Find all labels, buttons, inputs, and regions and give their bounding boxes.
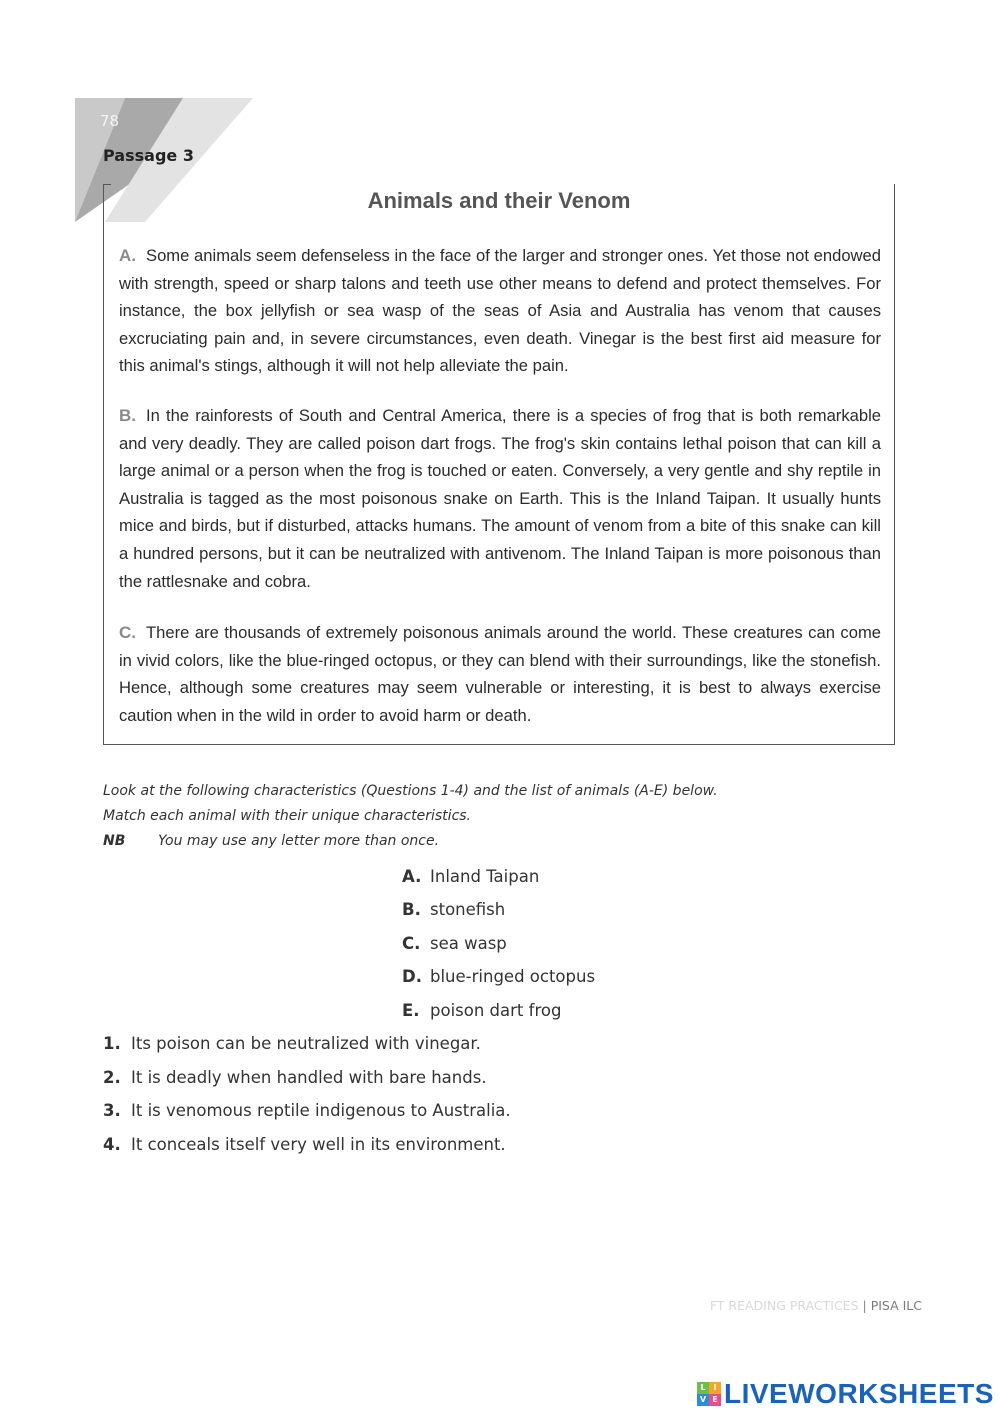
- question-number: 1.: [103, 1034, 121, 1053]
- logo-letter-v: V: [697, 1394, 709, 1406]
- option-text: stonefish: [430, 900, 506, 919]
- option-b: [402, 900, 505, 919]
- option-text: sea wasp: [430, 934, 507, 953]
- paragraph-letter: B.: [119, 406, 136, 425]
- option-letter: E.: [402, 1001, 420, 1020]
- footer-right: PISA ILC: [870, 1298, 922, 1313]
- liveworksheets-brand[interactable]: [697, 1378, 994, 1410]
- option-letter: B.: [402, 900, 421, 919]
- question-number: 4.: [103, 1135, 121, 1154]
- footer-left: FT READING PRACTICES: [709, 1298, 859, 1313]
- paragraph-a: [119, 242, 881, 380]
- question-text: It conceals itself very well in its environment.: [131, 1135, 506, 1154]
- liveworksheets-logo-icon: [697, 1382, 721, 1406]
- paragraph-letter: A.: [119, 246, 136, 265]
- passage-title: Animals and their Venom: [367, 188, 631, 213]
- paragraph-text: In the rainforests of South and Central America, there is a species of frog that is both remarkable and very deadly. They are called poison dart frogs. The frog's skin contains lethal poison that can kill a large animal or a person when the frog is touched or eaten. Conversely, a very gentle and shy reptile in Australia is tagged as the most poisonous snake on Earth. This is the Inland Taipan. It usually hunts mice and birds, but if disturbed, attacks humans. The amount of venom from a bite of this snake can kill a hundred persons, but it can be neutralized with antivenom. The Inland Taipan is more poisonous than the rattlesnake and cobra.: [119, 406, 881, 591]
- paragraph-text: There are thousands of extremely poisonous animals around the world. These creatures can come in vivid colors, like the blue-ringed octopus, or they can blend with their surroundings, like the stonefish. Hence, although some creatures may seem vulnerable or interesting, it is best to always exercise caution when in the wild in order to avoid harm or death.: [119, 623, 881, 725]
- option-e: [402, 1001, 561, 1020]
- option-text: Inland Taipan: [430, 867, 540, 886]
- question-number: 2.: [103, 1068, 121, 1087]
- question-text: Its poison can be neutralized with vinegar.: [131, 1034, 481, 1053]
- option-c: [402, 934, 507, 953]
- question-number: 3.: [103, 1101, 121, 1120]
- question-text: It is deadly when handled with bare hands.: [131, 1068, 487, 1087]
- option-d: [402, 967, 595, 986]
- option-a: [402, 867, 539, 886]
- paragraph-text: Some animals seem defenseless in the face of the larger and stronger ones. Yet those not endowed with strength, speed or sharp talons and teeth use other means to defend and protect themselves. For instance, the box jellyfish or sea wasp of the seas of Asia and Australia has venom that causes excruciating pain and, in severe circumstances, even death. Vinegar is the best first aid measure for this animal's stings, although it will not help alleviate the pain.: [119, 246, 881, 376]
- paragraph-b: [119, 402, 881, 595]
- option-text: blue-ringed octopus: [430, 967, 596, 986]
- logo-letter-l: L: [697, 1382, 709, 1394]
- brand-name: LIVEWORKSHEETS: [724, 1378, 994, 1409]
- instruction-line-2: Match each animal with their unique characteristics.: [103, 808, 472, 824]
- option-letter: A.: [402, 867, 422, 886]
- option-text: poison dart frog: [430, 1001, 562, 1020]
- instruction-line-1: Look at the following characteristics (Questions 1-4) and the list of animals (A-E) below.: [103, 783, 718, 799]
- question-2: [103, 1068, 487, 1087]
- nb-label: NB: [103, 833, 126, 849]
- option-letter: D.: [402, 967, 422, 986]
- passage-label: Passage 3: [103, 146, 194, 165]
- nb-text: You may use any letter more than once.: [158, 833, 440, 849]
- logo-letter-i: I: [709, 1382, 721, 1394]
- question-1: [103, 1034, 481, 1053]
- option-letter: C.: [402, 934, 421, 953]
- nb-note: [103, 833, 439, 849]
- paragraph-c: [119, 619, 881, 729]
- question-3: [103, 1101, 511, 1120]
- footer-separator: |: [862, 1298, 867, 1313]
- page-number: 78: [100, 112, 120, 130]
- page-footer: [710, 1298, 922, 1313]
- box-top-tick: [103, 184, 111, 185]
- question-4: [103, 1135, 506, 1154]
- question-text: It is venomous reptile indigenous to Australia.: [131, 1101, 511, 1120]
- logo-letter-e: E: [709, 1394, 721, 1406]
- paragraph-letter: C.: [119, 623, 136, 642]
